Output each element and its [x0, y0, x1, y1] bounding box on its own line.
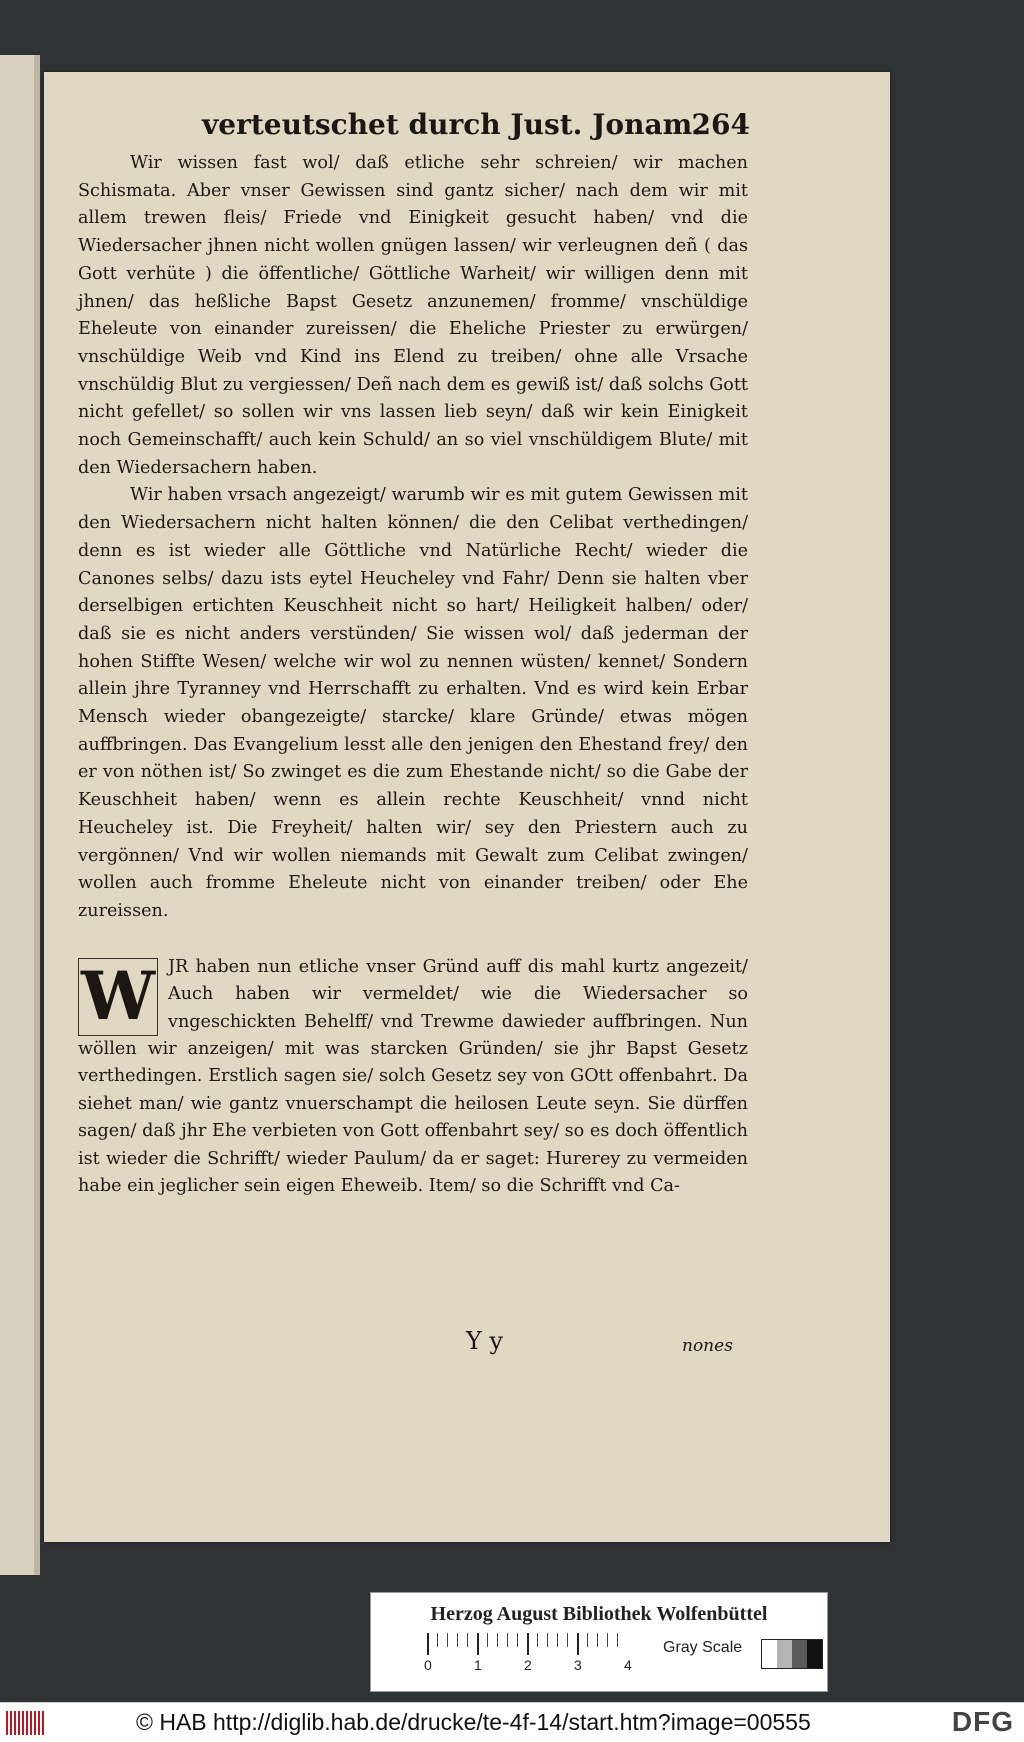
section-2-paragraph	[78, 954, 748, 1201]
gray-scale-swatch	[761, 1639, 823, 1669]
paragraph-1: Wir wissen fast wol/ daß etliche sehr schreien/ wir machen Schismata. Aber vnser Gewissen sind gantz sicher/ nach dem wir mit allem trewen fleis/ Friede vnd Einigkeit gesucht haben/ vnd die Wiedersacher jhnen nicht wollen gnügen lassen/ wir verleugnen deñ ( das Gott verhüte ) die öffentliche/ Göttliche Warheit/ wir willigen denn mit jhnen/ das heßliche Bapst Gesetz anzunemen/ fromme/ vnschüldige Eheleute von einander zureissen/ die Eheliche Priester zu erwürgen/ vnschüldige Weib vnd Kind ins Elend zu treiben/ ohne alle Vrsache vnschüldig Blut zu vergiessen/ Deñ nach dem es gewiß ist/ daß solchs Gott nicht gefellet/ so sollen wir vns lassen lieb seyn/ daß wir kein Einigkeit noch Gemeinschafft/ auch kein Schuld/ an so viel vnschüldigem Blute/ mit den Wiedersachern haben.	[78, 153, 748, 478]
body-text	[78, 150, 748, 1200]
decorated-initial: W	[78, 958, 158, 1036]
running-head: verteutschet durch Just. Jonam.	[202, 108, 702, 141]
signature-mark: Y y	[466, 1327, 504, 1355]
barcode-icon	[6, 1711, 44, 1735]
dfg-logo: DFG	[951, 1706, 1014, 1737]
page-header	[160, 108, 750, 150]
ruler-number: 4	[624, 1657, 632, 1673]
catchword: nones	[682, 1336, 733, 1356]
ruler-number: 3	[574, 1657, 582, 1673]
measurement-ruler	[424, 1633, 632, 1673]
copyright-link[interactable]: © HAB http://diglib.hab.de/drucke/te-4f-14/start.htm?image=00555	[136, 1709, 811, 1735]
color-scale-card	[370, 1592, 828, 1692]
footer-bar	[0, 1702, 1024, 1742]
section-2-text: JR haben nun etliche vnser Gründ auff dis mahl kurtz angezeit/ Auch haben wir vermeldet/ wie die Wiedersacher so vngeschickten Behelff/ vnd Trewme dawieder auffbringen. Nun wöllen wir anzeigen/ mit was starcken Gründen/ sie jhr Bapst Gesetz verthedingen. Erstlich sagen sie/ solch Gesetz sey von GOtt offenbahrt. Da siehet man/ wie gantz vnuerschampt die heilosen Leute seyn. Sie dürffen sagen/ daß jhr Ehe verbieten von Gott offenbahrt sey/ so es doch öffentlich ist wieder die Schrifft/ wieder Paulum/ da er saget: Hurerey zu vermeiden habe ein jeglicher sein eigen Eheweib. Item/ so die Schrifft vnd Ca-	[78, 956, 748, 1196]
page-number: 264	[691, 108, 750, 141]
ruler-number: 2	[524, 1657, 532, 1673]
previous-page-edge	[0, 55, 40, 1575]
gray-scale-label: Gray Scale	[663, 1639, 743, 1656]
ruler-number: 1	[474, 1657, 482, 1673]
paragraph-2: Wir haben vrsach angezeigt/ warumb wir es mit gutem Gewissen mit den Wiedersachern nicht halten können/ die den Celibat verthedingen/ denn es ist wieder alle Göttliche vnd Natürliche Recht/ wieder die Canones selbs/ dazu ists eytel Heucheley vnd Fahr/ Denn sie halten vber derselbigen ertichten Keuschheit nicht so hart/ Heiligkeit halben/ oder/ daß sie es nicht anders verstünden/ Sie wissen wol/ daß jederman der hohen Stiffte Wesen/ welche wir wol zu nennen wüsten/ kennet/ Sondern allein jhre Tyranney vnd Herrschafft zu erhalten. Vnd es wird kein Erbar Mensch wieder obangezeigte/ starcke/ klare Gründe/ etwas mögen auffbringen. Das Evangelium lesst alle den jenigen den Ehestand frey/ den er von nöthen ist/ So zwinget es die zum Ehestande nicht/ so die Gabe der Keuschheit haben/ wenn es allein rechte Keuschheit/ vnnd nicht Heucheley ist. Die Freyheit/ halten wir/ sey den Priestern auch zu vergönnen/ Vnd wir wollen niemands mit Gewalt zum Celibat zwingen/ wollen auch fromme Eheleute nicht von einander treiben/ oder Ehe zureissen.	[78, 485, 748, 921]
ruler-major-ticks	[427, 1633, 627, 1655]
library-title: Herzog August Bibliothek Wolfenbüttel	[430, 1603, 768, 1625]
ruler-number: 0	[424, 1657, 432, 1673]
